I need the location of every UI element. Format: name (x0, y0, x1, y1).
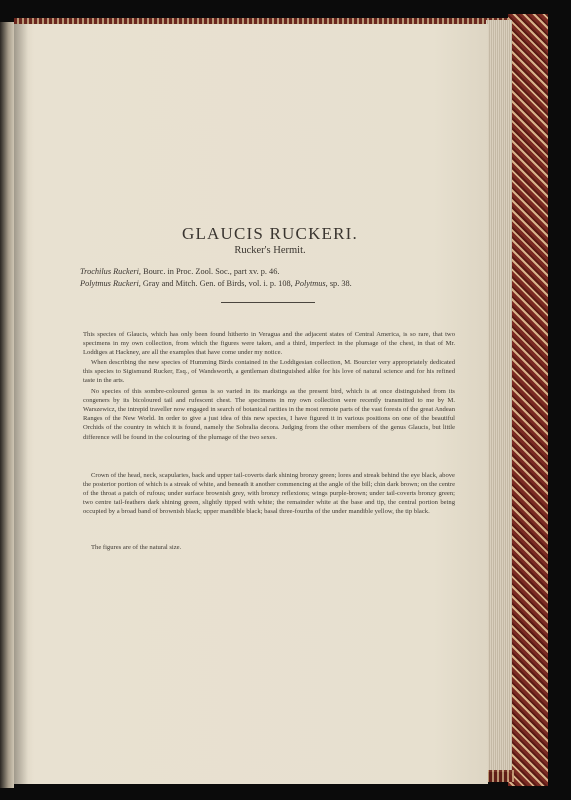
left-page-edge (0, 22, 14, 788)
reference-genus: Polytmus (294, 279, 326, 288)
gutter-shadow (14, 24, 28, 784)
divider-rule (221, 302, 315, 303)
reference-line: Polytmus Ruckeri, Gray and Mitch. Gen. of Birds, vol. i. p. 108, Polytmus, sp. 38. (80, 279, 352, 288)
page-title: GLAUCIS RUCKERI. (182, 224, 358, 243)
body-paragraph: This species of Glaucis, which has only been found hitherto in Veragua and the adjacent states of Central America, is so rare, that two specimens in my own collection, from which the figures were taken, and a third, imperfect in the plumage of the chest, in that of Mr. Loddiges at Hackney, are all the examples that have come under my notice. (83, 330, 455, 356)
reference-line: Trochilus Ruckeri, Bourc. in Proc. Zool. Soc., part xv. p. 46. (80, 267, 280, 276)
body-paragraph: No species of this sombre-coloured genus is so varied in its markings as the present bird, which is at once distinguished from its congeners by its bicoloured tail and rufescent chest. The specimens in my own collection were recently transmitted to me by M. Warszewicz, the intrepid traveller now engaged in search of botanical rarities in the most remote parts of the vast forests of the great Andean Ranges of the New World. In order to give a just idea of this new species, I have figured it in various positions on one of the beautiful Orchids of the country in which it is found, namely the Sobralia decora. Judging from the other members of the genus Glaucis, but little difference will be found in the colouring of the plumage of the two sexes. (83, 387, 455, 441)
book-binding (508, 14, 548, 786)
page-subtitle: Rucker's Hermit. (234, 245, 306, 256)
reference-name: Polytmus Ruckeri (80, 279, 139, 288)
body-paragraph: When describing the new species of Humming Birds contained in the Loddigesian collection, M. Bourcier very appropriately dedicated this species to Sigismund Rucker, Esq., of Wandsworth, a gentleman distinguished alike for his love of natural science and for his refined taste in the arts. (83, 358, 455, 384)
reference-name: Trochilus Ruckeri (80, 267, 139, 276)
closing-paragraph: The figures are of the natural size. (91, 543, 182, 551)
description-paragraph: Crown of the head, neck, scapularies, back and upper tail-coverts dark shining bronzy green; lores and streak behind the eye black, above the posterior portion of which is a streak of white, and beneath it another commencing at the angle of the bill; chin dark brown; on the centre of the throat a patch of rufous; under surface brownish grey, with bronzy reflexions; wings purple-brown; under tail-coverts bronzy green; two centre tail-feathers dark shining green, slightly tipped with white; the remainder white at the base and tip, the central portion being occupied by a broad band of brownish black; upper mandible black; basal three-fourths of the under mandible yellow, the tip black. (83, 471, 455, 516)
page-edges (486, 20, 512, 772)
